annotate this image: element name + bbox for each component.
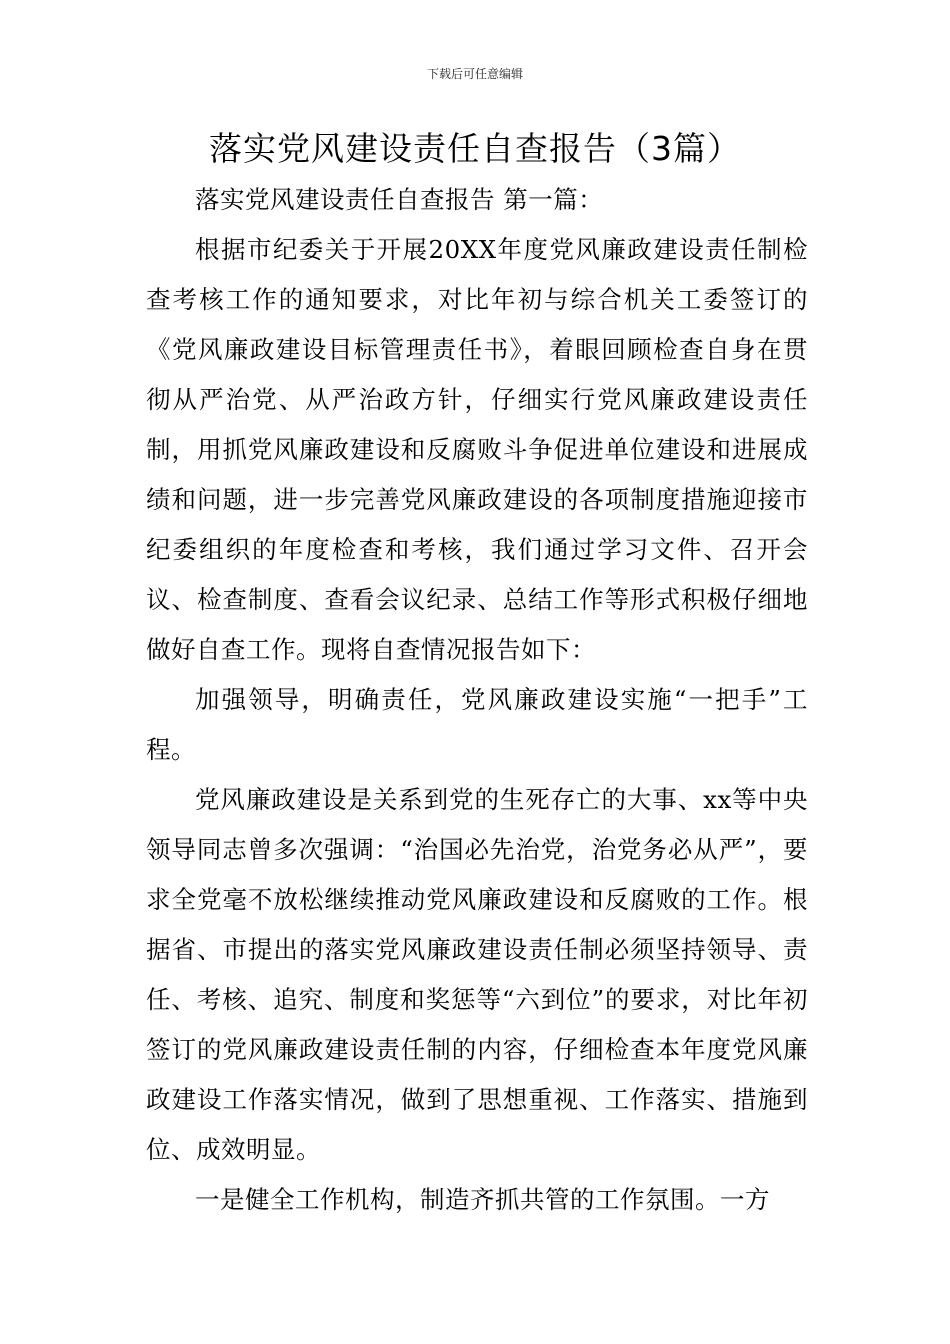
document-title: 落实党风建设责任自查报告（3篇） xyxy=(209,129,741,168)
page-header-note: 下载后可任意编辑 xyxy=(426,67,523,81)
paragraph-leadership-heading: 加强领导，明确责任，党风廉政建设实施“一把手”工程。 xyxy=(146,685,808,764)
document-body xyxy=(146,175,808,1225)
paragraph-intro: 根据市纪委关于开展20XX年度党风廉政建设责任制检查考核工作的通知要求，对比年初与综合机关工委签订的《党风廉政建设目标管理责任书》，着眼回顾检查自身在贯彻从严治党、从严治政方针，仔细实行党风廉政建设责任制，用抓党风廉政建设和反腐败斗争促进单位建设和进展成绩和问题，进一步完善党风廉政建设的各项制度措施迎接市纪委组织的年度检查和考核，我们通过学习文件、召开会议、检查制度、查看会议纪录、总结工作等形式积极仔细地做好自查工作。现将自查情况报告如下： xyxy=(146,235,808,664)
paragraph-section-heading: 落实党风建设责任自查报告 第一篇： xyxy=(195,185,604,214)
paragraph-point-one: 一是健全工作机构，制造齐抓共管的工作氛围。一方 xyxy=(195,1185,770,1214)
paragraph-leadership-body: 党风廉政建设是关系到党的生死存亡的大事、xx等中央领导同志曾多次强调：“治国必先治党，治党务必从严”，要求全党毫不放松继续推动党风廉政建设和反腐败的工作。根据省、市提出的落实党风廉政建设责任制必须坚持领导、责任、考核、追究、制度和奖惩等“六到位”的要求，对比年初签订的党风廉政建设责任制的内容，仔细检查本年度党风廉政建设工作落实情况，做到了思想重视、工作落实、措施到位、成效明显。 xyxy=(146,785,808,1164)
